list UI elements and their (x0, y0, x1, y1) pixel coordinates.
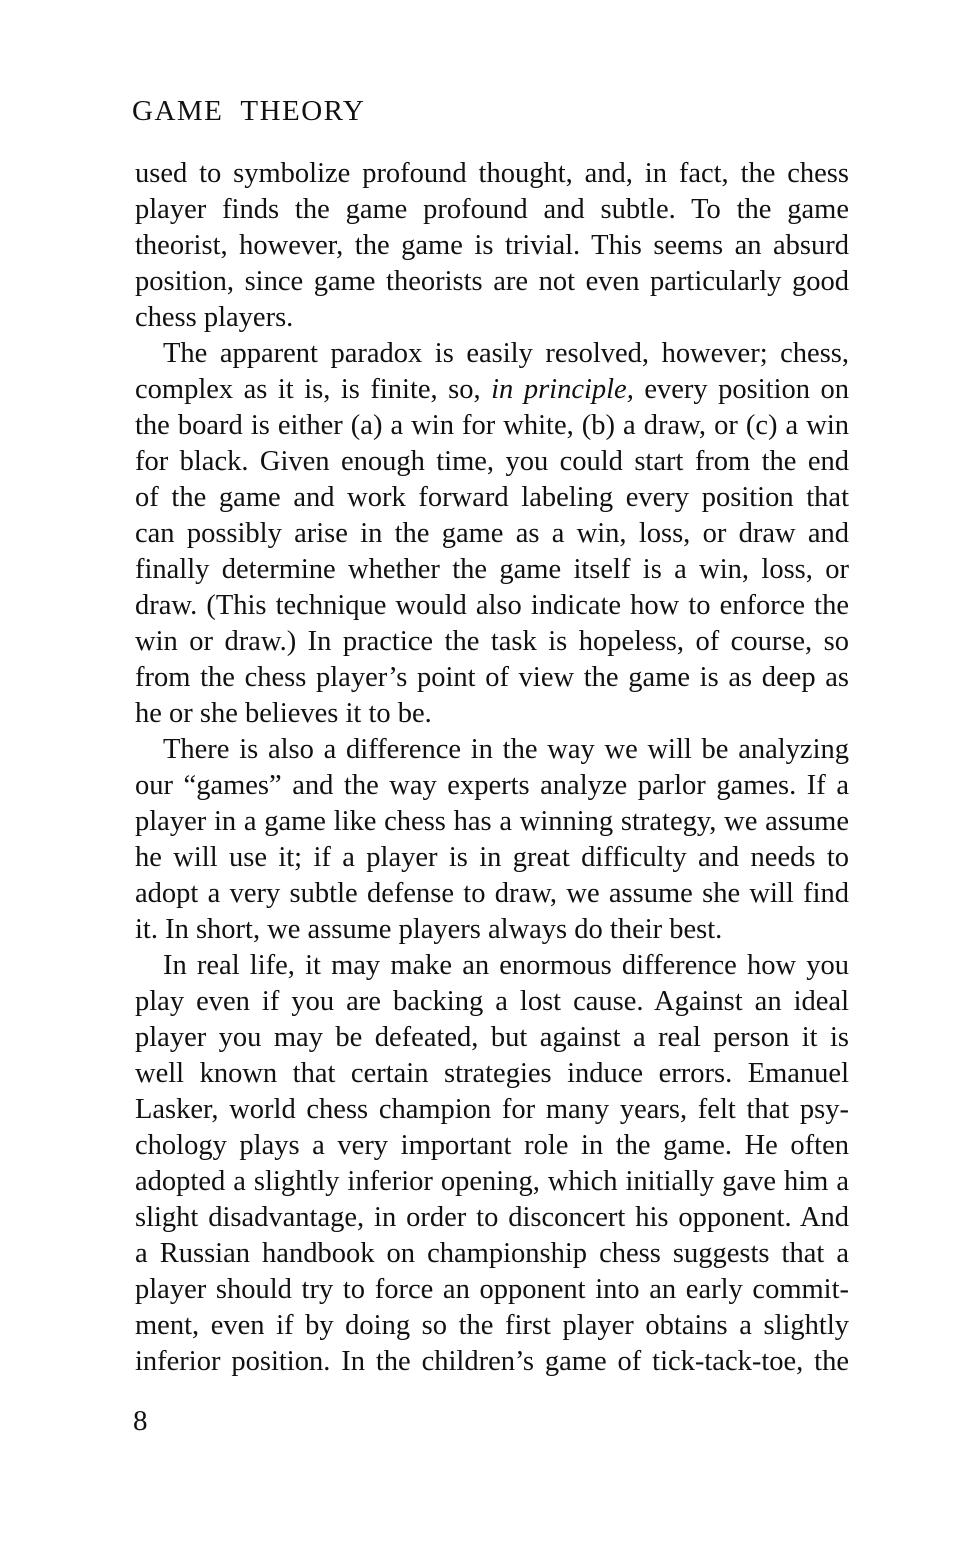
text-line: a Russian handbook on championship chess suggests that a (135, 1238, 849, 1269)
body-text (135, 156, 849, 1380)
text-line: of the game and work forward labeling every position that (135, 482, 849, 513)
text-line-with-italic (135, 372, 849, 408)
text-line: There is also a difference in the way we will be analyzing (163, 734, 849, 765)
text-line: our “games” and the way experts analyze parlor games. If a (135, 770, 849, 801)
text-line: the board is either (a) a win for white, (b) a draw, or (c) a win (135, 410, 849, 441)
text-line: theorist, however, the game is trivial. This seems an absurd (135, 230, 849, 261)
text-line: win or draw.) In practice the task is hopeless, of course, so (135, 626, 849, 657)
text-line: play even if you are backing a lost cause. Against an ideal (135, 986, 849, 1017)
running-head: GAME THEORY (132, 95, 366, 127)
text-line: The apparent paradox is easily resolved, however; chess, (163, 338, 849, 369)
text-line: ment, even if by doing so the first player obtains a slightly (135, 1310, 849, 1341)
text-line: slight disadvantage, in order to disconcert his opponent. And (135, 1202, 849, 1233)
italic-phrase: in principle, (491, 374, 634, 405)
text-line: he will use it; if a player is in great difficulty and needs to (135, 842, 849, 873)
text-line: well known that certain strategies induce errors. Emanuel (135, 1058, 849, 1089)
text-line: for black. Given enough time, you could start from the end (135, 446, 849, 477)
text-line: finally determine whether the game itself is a win, loss, or (135, 554, 849, 585)
text-line: player finds the game profound and subtle. To the game (135, 194, 849, 225)
text-line: player should try to force an opponent into an early commit- (135, 1274, 849, 1305)
text-line: used to symbolize profound thought, and, in fact, the chess (135, 158, 849, 189)
text-line: inferior position. In the children’s game of tick-tack-toe, the (135, 1346, 849, 1377)
page-number: 8 (133, 1405, 148, 1437)
text-line: adopted a slightly inferior opening, which initially gave him a (135, 1166, 849, 1197)
text-line: draw. (This technique would also indicate how to enforce the (135, 590, 849, 621)
text-line: chess players. (135, 302, 294, 333)
text-line: position, since game theorists are not even particularly good (135, 266, 849, 297)
text-line: can possibly arise in the game as a win, loss, or draw and (135, 518, 849, 549)
text-line: he or she believes it to be. (135, 698, 432, 729)
text-line: player in a game like chess has a winning strategy, we assume (135, 806, 849, 837)
text-line: from the chess player’s point of view the game is as deep as (135, 662, 849, 693)
text-line: In real life, it may make an enormous difference how you (163, 950, 849, 981)
text-run: complex as it is, is finite, so, (135, 374, 492, 405)
text-line: adopt a very subtle defense to draw, we assume she will find (135, 878, 849, 909)
text-line: player you may be defeated, but against a real person it is (135, 1022, 849, 1053)
text-line: Lasker, world chess champion for many years, felt that psy- (135, 1094, 849, 1125)
text-line: it. In short, we assume players always do their best. (135, 914, 723, 945)
text-line: chology plays a very important role in the game. He often (135, 1130, 849, 1161)
text-run: every position on (633, 374, 849, 405)
